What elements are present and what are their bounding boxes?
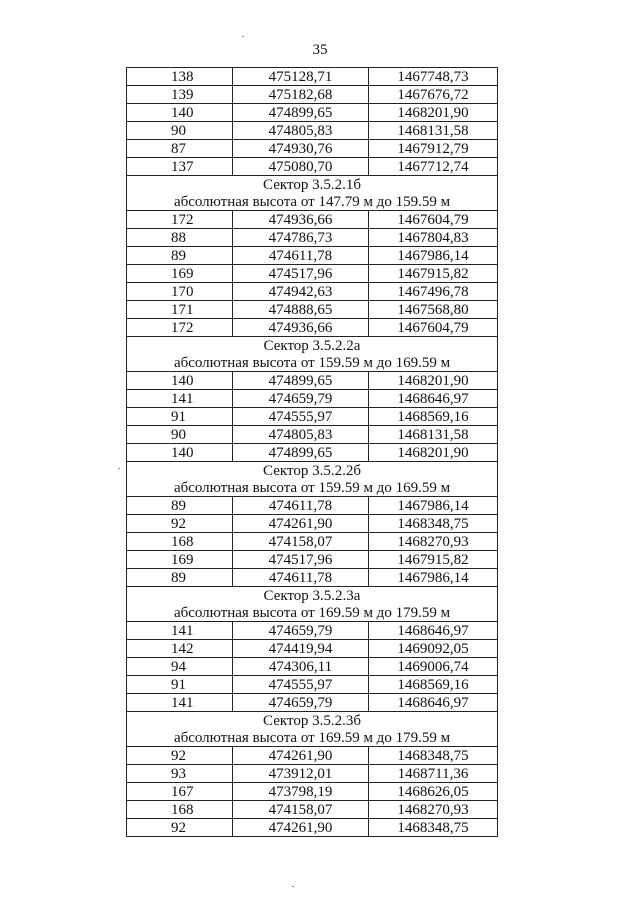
y-coordinate-cell: 1468201,90 xyxy=(369,444,498,462)
table-row xyxy=(127,765,498,783)
point-number-cell: 167 xyxy=(127,783,233,801)
coordinates-table-body xyxy=(127,68,498,837)
x-coordinate-cell: 474261,90 xyxy=(233,747,369,765)
page-number: 35 xyxy=(312,42,328,58)
table-row xyxy=(127,444,498,462)
y-coordinate-cell: 1467986,14 xyxy=(369,247,498,265)
y-coordinate-cell: 1467912,79 xyxy=(369,140,498,158)
sector-title: Сектор 3.5.2.3а xyxy=(127,587,498,605)
table-row xyxy=(127,68,498,86)
x-coordinate-cell: 474611,78 xyxy=(233,247,369,265)
point-number-cell: 169 xyxy=(127,551,233,569)
y-coordinate-cell: 1467604,79 xyxy=(369,319,498,337)
sector-title-row xyxy=(127,462,498,480)
point-number-cell: 141 xyxy=(127,390,233,408)
y-coordinate-cell: 1468270,93 xyxy=(369,533,498,551)
sector-title: Сектор 3.5.2.1б xyxy=(127,176,498,194)
table-row xyxy=(127,211,498,229)
point-number-cell: 141 xyxy=(127,622,233,640)
sector-title-row xyxy=(127,712,498,730)
table-row xyxy=(127,497,498,515)
x-coordinate-cell: 475128,71 xyxy=(233,68,369,86)
y-coordinate-cell: 1468131,58 xyxy=(369,426,498,444)
sector-height-range: абсолютная высота от 159.59 м до 169.59 м xyxy=(127,354,498,372)
y-coordinate-cell: 1467748,73 xyxy=(369,68,498,86)
x-coordinate-cell: 474786,73 xyxy=(233,229,369,247)
point-number-cell: 142 xyxy=(127,640,233,658)
y-coordinate-cell: 1468711,36 xyxy=(369,765,498,783)
y-coordinate-cell: 1467604,79 xyxy=(369,211,498,229)
x-coordinate-cell: 474659,79 xyxy=(233,390,369,408)
table-row xyxy=(127,783,498,801)
point-number-cell: 87 xyxy=(127,140,233,158)
point-number-cell: 89 xyxy=(127,569,233,587)
point-number-cell: 90 xyxy=(127,426,233,444)
point-number-cell: 93 xyxy=(127,765,233,783)
point-number-cell: 94 xyxy=(127,658,233,676)
point-number-cell: 140 xyxy=(127,104,233,122)
point-number-cell: 172 xyxy=(127,319,233,337)
table-row xyxy=(127,390,498,408)
table-row xyxy=(127,319,498,337)
table-row xyxy=(127,533,498,551)
x-coordinate-cell: 474936,66 xyxy=(233,211,369,229)
table-row xyxy=(127,158,498,176)
table-row xyxy=(127,819,498,837)
table-row xyxy=(127,122,498,140)
x-coordinate-cell: 474261,90 xyxy=(233,819,369,837)
table-row xyxy=(127,408,498,426)
x-coordinate-cell: 474659,79 xyxy=(233,694,369,712)
x-coordinate-cell: 474888,65 xyxy=(233,301,369,319)
y-coordinate-cell: 1469006,74 xyxy=(369,658,498,676)
y-coordinate-cell: 1468201,90 xyxy=(369,104,498,122)
scan-speck xyxy=(118,468,120,469)
point-number-cell: 137 xyxy=(127,158,233,176)
y-coordinate-cell: 1467712,74 xyxy=(369,158,498,176)
table-row xyxy=(127,569,498,587)
sector-title: Сектор 3.5.2.2а xyxy=(127,337,498,355)
sector-height-row xyxy=(127,729,498,747)
y-coordinate-cell: 1467986,14 xyxy=(369,497,498,515)
x-coordinate-cell: 475080,70 xyxy=(233,158,369,176)
x-coordinate-cell: 474419,94 xyxy=(233,640,369,658)
point-number-cell: 89 xyxy=(127,247,233,265)
table-row xyxy=(127,515,498,533)
x-coordinate-cell: 473798,19 xyxy=(233,783,369,801)
table-row xyxy=(127,694,498,712)
y-coordinate-cell: 1468646,97 xyxy=(369,622,498,640)
y-coordinate-cell: 1469092,05 xyxy=(369,640,498,658)
sector-height-range: абсолютная высота от 169.59 м до 179.59 м xyxy=(127,604,498,622)
table-row xyxy=(127,622,498,640)
point-number-cell: 141 xyxy=(127,694,233,712)
sector-height-row xyxy=(127,479,498,497)
table-row xyxy=(127,801,498,819)
x-coordinate-cell: 474517,96 xyxy=(233,265,369,283)
point-number-cell: 169 xyxy=(127,265,233,283)
point-number-cell: 170 xyxy=(127,283,233,301)
x-coordinate-cell: 474899,65 xyxy=(233,104,369,122)
sector-title: Сектор 3.5.2.2б xyxy=(127,462,498,480)
y-coordinate-cell: 1467915,82 xyxy=(369,265,498,283)
point-number-cell: 90 xyxy=(127,122,233,140)
point-number-cell: 91 xyxy=(127,676,233,694)
sector-height-row xyxy=(127,193,498,211)
scan-speck xyxy=(242,36,244,37)
table-row xyxy=(127,301,498,319)
point-number-cell: 140 xyxy=(127,372,233,390)
y-coordinate-cell: 1467496,78 xyxy=(369,283,498,301)
y-coordinate-cell: 1468646,97 xyxy=(369,694,498,712)
sector-height-range: абсолютная высота от 147.79 м до 159.59 м xyxy=(127,193,498,211)
y-coordinate-cell: 1468348,75 xyxy=(369,747,498,765)
point-number-cell: 88 xyxy=(127,229,233,247)
x-coordinate-cell: 474611,78 xyxy=(233,497,369,515)
x-coordinate-cell: 474805,83 xyxy=(233,426,369,444)
table-row xyxy=(127,265,498,283)
table-row xyxy=(127,426,498,444)
x-coordinate-cell: 474611,78 xyxy=(233,569,369,587)
sector-height-row xyxy=(127,354,498,372)
point-number-cell: 91 xyxy=(127,408,233,426)
scan-speck xyxy=(292,886,294,887)
x-coordinate-cell: 474659,79 xyxy=(233,622,369,640)
sector-height-row xyxy=(127,604,498,622)
table-row xyxy=(127,283,498,301)
y-coordinate-cell: 1468569,16 xyxy=(369,676,498,694)
y-coordinate-cell: 1468131,58 xyxy=(369,122,498,140)
y-coordinate-cell: 1467676,72 xyxy=(369,86,498,104)
x-coordinate-cell: 474899,65 xyxy=(233,372,369,390)
table-row xyxy=(127,676,498,694)
sector-title-row xyxy=(127,587,498,605)
y-coordinate-cell: 1468348,75 xyxy=(369,515,498,533)
y-coordinate-cell: 1468626,05 xyxy=(369,783,498,801)
table-row xyxy=(127,247,498,265)
point-number-cell: 92 xyxy=(127,819,233,837)
table-row xyxy=(127,229,498,247)
sector-title-row xyxy=(127,176,498,194)
y-coordinate-cell: 1468201,90 xyxy=(369,372,498,390)
x-coordinate-cell: 473912,01 xyxy=(233,765,369,783)
table-row xyxy=(127,640,498,658)
y-coordinate-cell: 1467568,80 xyxy=(369,301,498,319)
y-coordinate-cell: 1467915,82 xyxy=(369,551,498,569)
x-coordinate-cell: 474517,96 xyxy=(233,551,369,569)
x-coordinate-cell: 474930,76 xyxy=(233,140,369,158)
sector-title-row xyxy=(127,337,498,355)
y-coordinate-cell: 1468569,16 xyxy=(369,408,498,426)
x-coordinate-cell: 474555,97 xyxy=(233,676,369,694)
y-coordinate-cell: 1468270,93 xyxy=(369,801,498,819)
x-coordinate-cell: 474158,07 xyxy=(233,801,369,819)
x-coordinate-cell: 474555,97 xyxy=(233,408,369,426)
x-coordinate-cell: 474306,11 xyxy=(233,658,369,676)
point-number-cell: 139 xyxy=(127,86,233,104)
table-row xyxy=(127,551,498,569)
x-coordinate-cell: 474936,66 xyxy=(233,319,369,337)
table-row xyxy=(127,747,498,765)
table-row xyxy=(127,86,498,104)
table-row xyxy=(127,658,498,676)
x-coordinate-cell: 474261,90 xyxy=(233,515,369,533)
point-number-cell: 89 xyxy=(127,497,233,515)
point-number-cell: 140 xyxy=(127,444,233,462)
x-coordinate-cell: 475182,68 xyxy=(233,86,369,104)
point-number-cell: 92 xyxy=(127,747,233,765)
point-number-cell: 92 xyxy=(127,515,233,533)
x-coordinate-cell: 474158,07 xyxy=(233,533,369,551)
point-number-cell: 168 xyxy=(127,533,233,551)
point-number-cell: 171 xyxy=(127,301,233,319)
sector-height-range: абсолютная высота от 169.59 м до 179.59 м xyxy=(127,729,498,747)
table-row xyxy=(127,372,498,390)
y-coordinate-cell: 1467986,14 xyxy=(369,569,498,587)
point-number-cell: 168 xyxy=(127,801,233,819)
point-number-cell: 138 xyxy=(127,68,233,86)
sector-height-range: абсолютная высота от 159.59 м до 169.59 м xyxy=(127,479,498,497)
table-row xyxy=(127,140,498,158)
x-coordinate-cell: 474805,83 xyxy=(233,122,369,140)
point-number-cell: 172 xyxy=(127,211,233,229)
y-coordinate-cell: 1468348,75 xyxy=(369,819,498,837)
sector-title: Сектор 3.5.2.3б xyxy=(127,712,498,730)
y-coordinate-cell: 1467804,83 xyxy=(369,229,498,247)
table-row xyxy=(127,104,498,122)
x-coordinate-cell: 474942,63 xyxy=(233,283,369,301)
x-coordinate-cell: 474899,65 xyxy=(233,444,369,462)
y-coordinate-cell: 1468646,97 xyxy=(369,390,498,408)
coordinates-table xyxy=(126,67,498,837)
